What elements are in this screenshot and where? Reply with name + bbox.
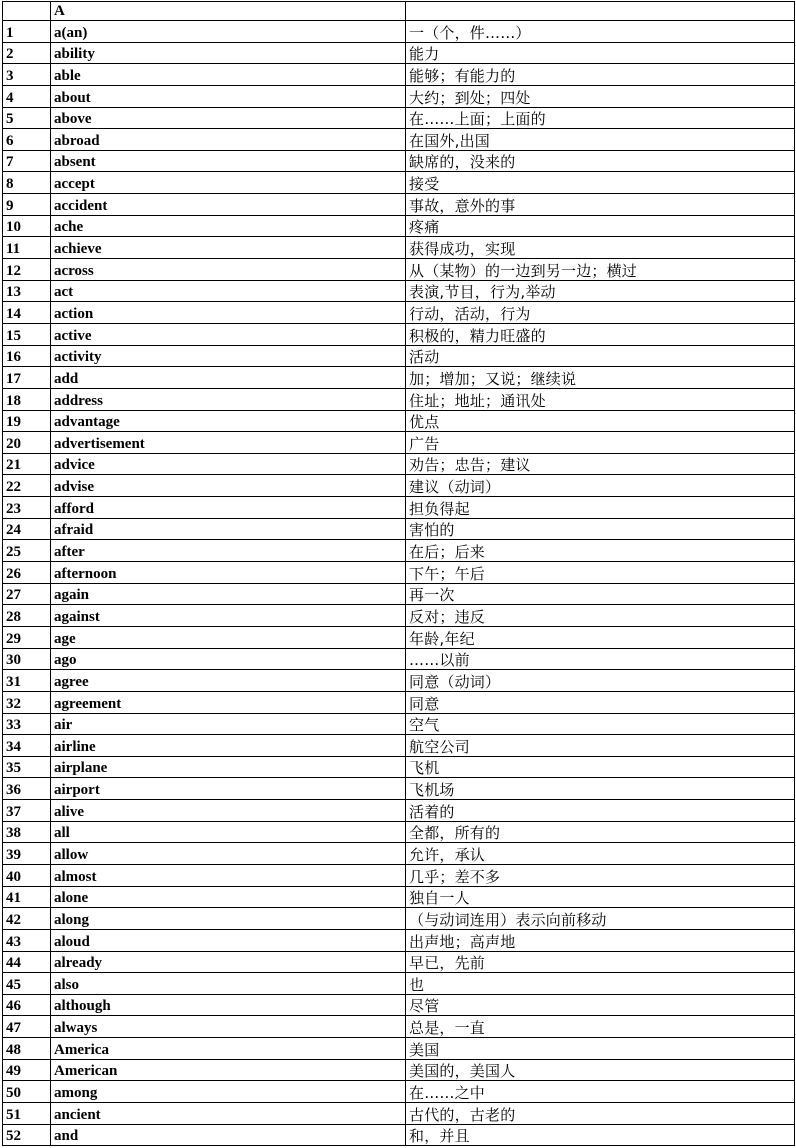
chinese-definition-cell[interactable]: 同意 <box>406 691 795 713</box>
table-row <box>3 713 795 735</box>
chinese-definition-cell[interactable]: 劝告；忠告；建议 <box>406 453 795 475</box>
row-number-cell[interactable]: 49 <box>3 1059 51 1081</box>
english-word-cell[interactable]: aloud <box>51 929 406 951</box>
table-row <box>3 1124 795 1146</box>
english-word-cell[interactable]: agree <box>51 670 406 692</box>
row-number-cell[interactable]: 18 <box>3 388 51 410</box>
row-number-cell[interactable]: 37 <box>3 800 51 822</box>
table-row <box>3 1016 795 1038</box>
chinese-definition-cell[interactable]: 建议（动词） <box>406 475 795 497</box>
table-row <box>3 886 795 908</box>
row-number-cell[interactable]: 40 <box>3 864 51 886</box>
row-number-cell[interactable]: 46 <box>3 994 51 1016</box>
english-word-cell[interactable]: although <box>51 994 406 1016</box>
row-number-cell[interactable]: 34 <box>3 735 51 757</box>
table-row <box>3 973 795 995</box>
chinese-definition-cell[interactable]: 航空公司 <box>406 735 795 757</box>
row-number-cell[interactable]: 52 <box>3 1124 51 1146</box>
vocabulary-table-body <box>3 2 795 1146</box>
english-word-cell[interactable]: agreement <box>51 691 406 713</box>
table-row <box>3 1059 795 1081</box>
row-number-cell[interactable]: 5 <box>3 107 51 129</box>
row-number-cell[interactable]: 2 <box>3 42 51 64</box>
row-number-cell[interactable]: 45 <box>3 973 51 995</box>
english-word-cell[interactable]: alone <box>51 886 406 908</box>
english-word-cell[interactable]: already <box>51 951 406 973</box>
table-row <box>3 756 795 778</box>
chinese-definition-cell[interactable]: 空气 <box>406 713 795 735</box>
table-row <box>3 562 795 584</box>
vocabulary-table <box>2 1 795 1146</box>
row-number-cell[interactable]: 26 <box>3 562 51 584</box>
row-number-cell[interactable]: 8 <box>3 172 51 194</box>
table-row <box>3 735 795 757</box>
english-word-cell[interactable]: afford <box>51 497 406 519</box>
row-number-cell[interactable]: 6 <box>3 129 51 151</box>
chinese-definition-cell[interactable]: 在国外,出国 <box>406 129 795 151</box>
chinese-definition-cell[interactable]: 允许，承认 <box>406 843 795 865</box>
table-row <box>3 345 795 367</box>
table-row <box>3 1038 795 1060</box>
row-number-cell[interactable]: 43 <box>3 929 51 951</box>
english-word-cell[interactable]: activity <box>51 345 406 367</box>
chinese-definition-cell[interactable]: 表演,节目，行为,举动 <box>406 280 795 302</box>
english-word-cell[interactable]: across <box>51 259 406 281</box>
english-word-cell[interactable]: accident <box>51 194 406 216</box>
row-number-cell[interactable]: 12 <box>3 259 51 281</box>
english-word-cell[interactable]: airport <box>51 778 406 800</box>
chinese-definition-cell[interactable]: 也 <box>406 973 795 995</box>
english-word-cell[interactable]: ability <box>51 42 406 64</box>
row-number-cell[interactable]: 3 <box>3 64 51 86</box>
table-row <box>3 648 795 670</box>
english-word-cell[interactable]: address <box>51 388 406 410</box>
chinese-definition-cell[interactable]: 飞机场 <box>406 778 795 800</box>
chinese-definition-cell[interactable]: 害怕的 <box>406 518 795 540</box>
english-word-cell[interactable]: allow <box>51 843 406 865</box>
row-number-cell[interactable]: 20 <box>3 432 51 454</box>
english-word-cell[interactable]: American <box>51 1059 406 1081</box>
chinese-definition-cell[interactable]: 活着的 <box>406 800 795 822</box>
table-row <box>3 994 795 1016</box>
english-word-cell[interactable]: ancient <box>51 1103 406 1125</box>
english-word-cell[interactable]: airplane <box>51 756 406 778</box>
row-number-cell[interactable]: 10 <box>3 215 51 237</box>
chinese-definition-cell[interactable]: 再一次 <box>406 583 795 605</box>
row-number-cell[interactable]: 17 <box>3 367 51 389</box>
chinese-definition-cell[interactable]: 事故，意外的事 <box>406 194 795 216</box>
table-row <box>3 929 795 951</box>
chinese-definition-cell[interactable]: 能够；有能力的 <box>406 64 795 86</box>
row-number-cell[interactable]: 29 <box>3 626 51 648</box>
table-row <box>3 626 795 648</box>
table-row <box>3 42 795 64</box>
table-row <box>3 150 795 172</box>
english-word-cell[interactable]: along <box>51 908 406 930</box>
chinese-definition-cell[interactable]: 早已，先前 <box>406 951 795 973</box>
english-word-cell[interactable]: accept <box>51 172 406 194</box>
row-number-cell[interactable]: 51 <box>3 1103 51 1125</box>
table-row <box>3 518 795 540</box>
chinese-definition-cell[interactable]: 全都，所有的 <box>406 821 795 843</box>
row-number-cell[interactable]: 38 <box>3 821 51 843</box>
row-number-cell[interactable]: 50 <box>3 1081 51 1103</box>
table-row <box>3 410 795 432</box>
table-row <box>3 194 795 216</box>
english-word-cell[interactable]: advice <box>51 453 406 475</box>
english-word-cell[interactable]: ache <box>51 215 406 237</box>
chinese-definition-cell[interactable]: 积极的，精力旺盛的 <box>406 323 795 345</box>
english-word-cell[interactable]: afraid <box>51 518 406 540</box>
chinese-definition-cell[interactable]: 总是，一直 <box>406 1016 795 1038</box>
english-word-cell[interactable]: almost <box>51 864 406 886</box>
table-row <box>3 388 795 410</box>
row-number-cell[interactable]: 35 <box>3 756 51 778</box>
chinese-definition-cell[interactable]: 获得成功，实现 <box>406 237 795 259</box>
english-word-cell[interactable]: advantage <box>51 410 406 432</box>
english-word-cell[interactable]: add <box>51 367 406 389</box>
chinese-definition-cell[interactable]: 广告 <box>406 432 795 454</box>
english-word-cell[interactable]: also <box>51 973 406 995</box>
chinese-definition-cell[interactable]: （与动词连用）表示向前移动 <box>406 908 795 930</box>
chinese-definition-cell[interactable]: 从（某物）的一边到另一边；横过 <box>406 259 795 281</box>
english-word-cell[interactable]: age <box>51 626 406 648</box>
english-word-cell[interactable]: all <box>51 821 406 843</box>
chinese-definition-cell[interactable]: 能力 <box>406 42 795 64</box>
english-word-cell[interactable]: advertisement <box>51 432 406 454</box>
table-row <box>3 864 795 886</box>
table-row <box>3 475 795 497</box>
row-number-cell[interactable]: 25 <box>3 540 51 562</box>
row-number-cell[interactable]: 47 <box>3 1016 51 1038</box>
header-number-cell[interactable] <box>3 2 51 21</box>
table-row <box>3 323 795 345</box>
row-number-cell[interactable]: 39 <box>3 843 51 865</box>
english-word-cell[interactable]: a(an) <box>51 21 406 43</box>
english-word-cell[interactable]: air <box>51 713 406 735</box>
header-row <box>3 2 795 21</box>
vocabulary-sheet <box>2 1 794 1146</box>
table-row <box>3 843 795 865</box>
english-word-cell[interactable]: absent <box>51 150 406 172</box>
table-row <box>3 129 795 151</box>
row-number-cell[interactable]: 41 <box>3 886 51 908</box>
table-row <box>3 605 795 627</box>
chinese-definition-cell[interactable]: 活动 <box>406 345 795 367</box>
row-number-cell[interactable]: 11 <box>3 237 51 259</box>
table-row <box>3 259 795 281</box>
english-word-cell[interactable]: among <box>51 1081 406 1103</box>
english-word-cell[interactable]: again <box>51 583 406 605</box>
english-word-cell[interactable]: abroad <box>51 129 406 151</box>
chinese-definition-cell[interactable]: 疼痛 <box>406 215 795 237</box>
row-number-cell[interactable]: 48 <box>3 1038 51 1060</box>
english-word-cell[interactable]: achieve <box>51 237 406 259</box>
table-row <box>3 778 795 800</box>
chinese-definition-cell[interactable]: 年龄,年纪 <box>406 626 795 648</box>
chinese-definition-cell[interactable]: 在……之中 <box>406 1081 795 1103</box>
table-row <box>3 1103 795 1125</box>
table-row <box>3 821 795 843</box>
table-row <box>3 64 795 86</box>
table-row <box>3 237 795 259</box>
english-word-cell[interactable]: advise <box>51 475 406 497</box>
row-number-cell[interactable]: 24 <box>3 518 51 540</box>
english-word-cell[interactable]: after <box>51 540 406 562</box>
chinese-definition-cell[interactable]: 美国的，美国人 <box>406 1059 795 1081</box>
row-number-cell[interactable]: 23 <box>3 497 51 519</box>
row-number-cell[interactable]: 31 <box>3 670 51 692</box>
row-number-cell[interactable]: 14 <box>3 302 51 324</box>
chinese-definition-cell[interactable]: 优点 <box>406 410 795 432</box>
english-word-cell[interactable]: America <box>51 1038 406 1060</box>
row-number-cell[interactable]: 15 <box>3 323 51 345</box>
english-word-cell[interactable]: alive <box>51 800 406 822</box>
chinese-definition-cell[interactable]: 住址；地址；通讯处 <box>406 388 795 410</box>
table-row <box>3 583 795 605</box>
header-definition-cell[interactable] <box>406 2 795 21</box>
english-word-cell[interactable]: action <box>51 302 406 324</box>
chinese-definition-cell[interactable]: 出声地；高声地 <box>406 929 795 951</box>
table-row <box>3 670 795 692</box>
chinese-definition-cell[interactable]: 和，并且 <box>406 1124 795 1146</box>
english-word-cell[interactable]: always <box>51 1016 406 1038</box>
table-row <box>3 432 795 454</box>
table-row <box>3 1081 795 1103</box>
table-row <box>3 215 795 237</box>
row-number-cell[interactable]: 13 <box>3 280 51 302</box>
table-row <box>3 497 795 519</box>
english-word-cell[interactable]: about <box>51 85 406 107</box>
chinese-definition-cell[interactable]: ……以前 <box>406 648 795 670</box>
table-row <box>3 172 795 194</box>
chinese-definition-cell[interactable]: 缺席的，没来的 <box>406 150 795 172</box>
row-number-cell[interactable]: 44 <box>3 951 51 973</box>
chinese-definition-cell[interactable]: 独自一人 <box>406 886 795 908</box>
chinese-definition-cell[interactable]: 古代的，古老的 <box>406 1103 795 1125</box>
chinese-definition-cell[interactable]: 下午；午后 <box>406 562 795 584</box>
chinese-definition-cell[interactable]: 加；增加；又说；继续说 <box>406 367 795 389</box>
english-word-cell[interactable]: above <box>51 107 406 129</box>
english-word-cell[interactable]: active <box>51 323 406 345</box>
table-row <box>3 540 795 562</box>
chinese-definition-cell[interactable]: 反对；违反 <box>406 605 795 627</box>
table-row <box>3 21 795 43</box>
english-word-cell[interactable]: and <box>51 1124 406 1146</box>
row-number-cell[interactable]: 42 <box>3 908 51 930</box>
row-number-cell[interactable]: 30 <box>3 648 51 670</box>
english-word-cell[interactable]: ago <box>51 648 406 670</box>
table-row <box>3 85 795 107</box>
table-row <box>3 453 795 475</box>
row-number-cell[interactable]: 9 <box>3 194 51 216</box>
english-word-cell[interactable]: act <box>51 280 406 302</box>
english-word-cell[interactable]: able <box>51 64 406 86</box>
english-word-cell[interactable]: airline <box>51 735 406 757</box>
row-number-cell[interactable]: 22 <box>3 475 51 497</box>
chinese-definition-cell[interactable]: 在……上面；上面的 <box>406 107 795 129</box>
chinese-definition-cell[interactable]: 尽管 <box>406 994 795 1016</box>
chinese-definition-cell[interactable]: 美国 <box>406 1038 795 1060</box>
row-number-cell[interactable]: 1 <box>3 21 51 43</box>
chinese-definition-cell[interactable]: 行动，活动，行为 <box>406 302 795 324</box>
row-number-cell[interactable]: 28 <box>3 605 51 627</box>
row-number-cell[interactable]: 32 <box>3 691 51 713</box>
chinese-definition-cell[interactable]: 大约；到处；四处 <box>406 85 795 107</box>
row-number-cell[interactable]: 16 <box>3 345 51 367</box>
table-row <box>3 951 795 973</box>
row-number-cell[interactable]: 7 <box>3 150 51 172</box>
chinese-definition-cell[interactable]: 同意（动词） <box>406 670 795 692</box>
row-number-cell[interactable]: 19 <box>3 410 51 432</box>
table-row <box>3 367 795 389</box>
chinese-definition-cell[interactable]: 一（个，件……） <box>406 21 795 43</box>
chinese-definition-cell[interactable]: 担负得起 <box>406 497 795 519</box>
table-row <box>3 280 795 302</box>
row-number-cell[interactable]: 36 <box>3 778 51 800</box>
table-row <box>3 908 795 930</box>
row-number-cell[interactable]: 21 <box>3 453 51 475</box>
chinese-definition-cell[interactable]: 飞机 <box>406 756 795 778</box>
row-number-cell[interactable]: 27 <box>3 583 51 605</box>
table-row <box>3 107 795 129</box>
table-row <box>3 691 795 713</box>
row-number-cell[interactable]: 33 <box>3 713 51 735</box>
english-word-cell[interactable]: afternoon <box>51 562 406 584</box>
table-row <box>3 302 795 324</box>
chinese-definition-cell[interactable]: 几乎；差不多 <box>406 864 795 886</box>
chinese-definition-cell[interactable]: 接受 <box>406 172 795 194</box>
english-word-cell[interactable]: against <box>51 605 406 627</box>
header-letter-cell[interactable]: A <box>51 2 406 21</box>
row-number-cell[interactable]: 4 <box>3 85 51 107</box>
table-row <box>3 800 795 822</box>
chinese-definition-cell[interactable]: 在后；后来 <box>406 540 795 562</box>
